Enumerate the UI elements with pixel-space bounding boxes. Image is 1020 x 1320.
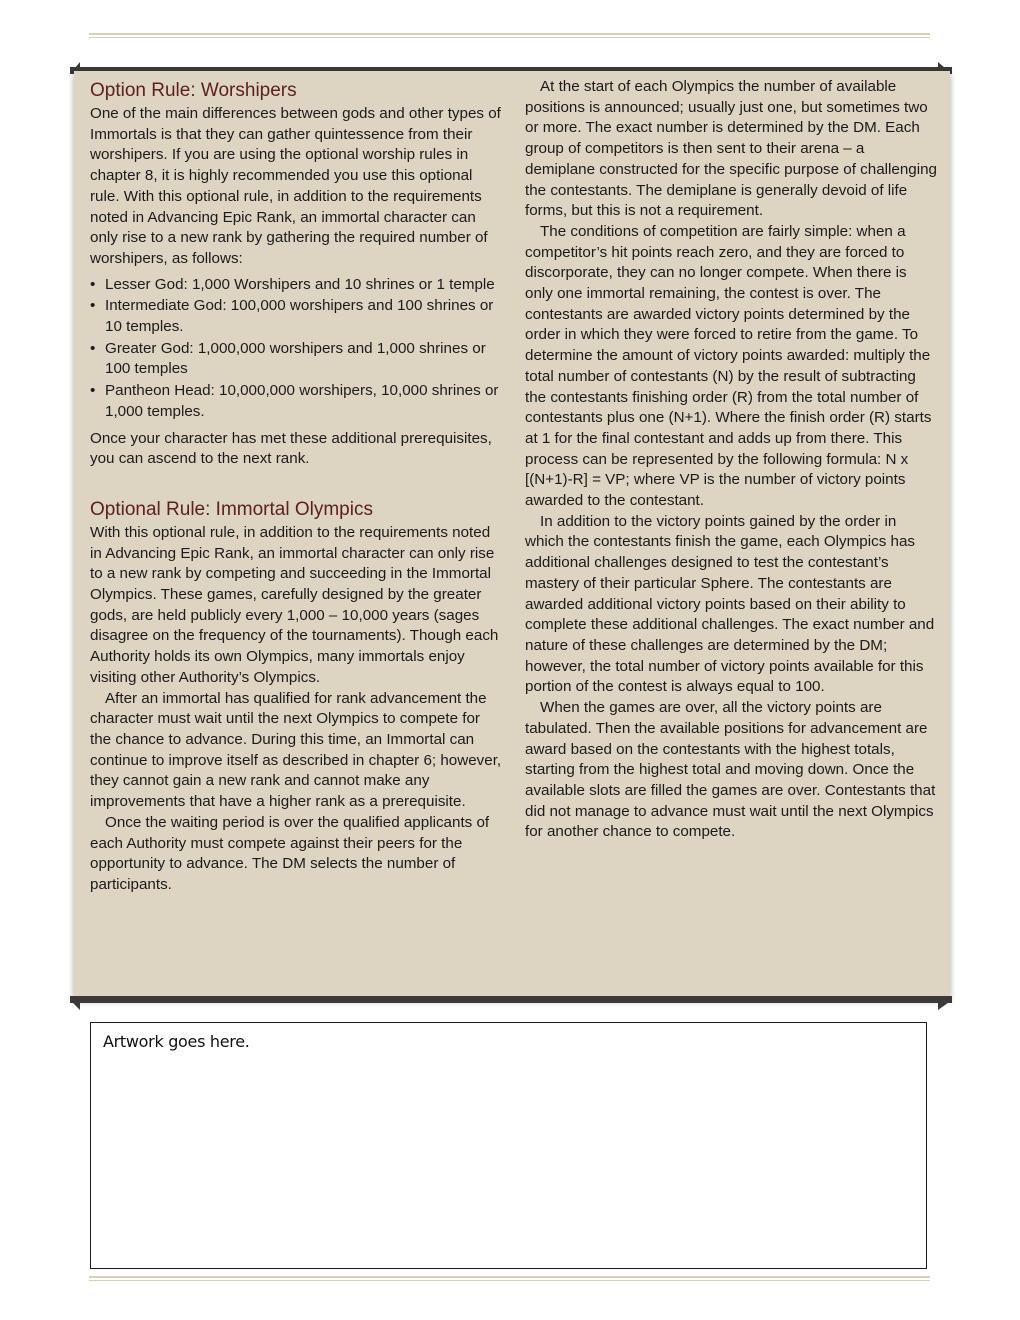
worshipers-outro: Once your character has met these additional prerequisites, you can ascend to the next rank. xyxy=(90,429,492,468)
worshipers-intro: One of the main differences between gods and other types of Immortals is that they can gather quintessence from their worshipers. If you are using the optional worship rules in chapter 8, it is highly recommended you use this optional rule. With this optional rule, in addition to the requirements noted in Advancing Epic Rank, an immortal character can only rise to a new rank by gathering the required number of worshipers, as follows: xyxy=(90,105,501,267)
bottom-divider-rule xyxy=(89,1276,930,1281)
sidebar-panel xyxy=(70,62,952,1010)
olympics-paragraph-6: In addition to the victory points gained by the order in which the contestants finish the game, each Olympics has additional challenges designed to test the contestant’s mastery of their particular Sphere. The contestants are awarded additional victory points based on their ability to complete these additional challenges. The exact number and nature of these challenges are determined by the DM; however, the total number of victory points available for this portion of the contest is always equal to 100. xyxy=(525,512,935,696)
artwork-label: Artwork goes here. xyxy=(103,1032,250,1051)
list-item: • Intermediate God: 100,000 worshipers and 100 shrines or 10 temples. xyxy=(90,296,502,337)
list-item: • Greater God: 1,000,000 worshipers and 1,000 shrines or 100 temples xyxy=(90,339,502,380)
olympics-paragraph-1: With this optional rule, in addition to the requirements noted in Advancing Epic Rank, an immortal character can only rise to a new rank by competing and succeeding in the Immortal Olympics. These games, carefully designed by the greater gods, are held publicly every 1,000 – 10,000 years (sages disagree on the frequency of the tournaments). Though each Authority holds its own Olympics, many immortals enjoy visiting other Authority’s Olympics. xyxy=(90,523,499,686)
panel-body xyxy=(74,71,950,999)
olympics-paragraph-4: At the start of each Olympics the number of available positions is announced; usually just one, but sometimes two or more. The exact number is determined by the DM. Each group of competitors is then sent to their arena – a demiplane constructed for the specific purpose of challenging the contestants. The demiplane is generally devoid of life forms, but this is not a requirement. xyxy=(525,78,937,220)
artwork-placeholder xyxy=(90,1022,927,1269)
panel-corner-bottom-right xyxy=(938,1000,952,1010)
olympics-paragraph-3: Once the waiting period is over the qualified applicants of each Authority must compete against their peers for the opportunity to advance. The DM selects the number of participants. xyxy=(90,813,490,893)
worshipers-heading: Option Rule: Worshipers xyxy=(90,80,297,101)
panel-corner-bottom-left xyxy=(70,1000,80,1010)
right-column xyxy=(525,77,937,843)
top-divider-rule xyxy=(89,33,930,38)
olympics-paragraph-7: When the games are over, all the victory points are tabulated. Then the available positions for advancement are award based on the contestants with the highest totals, starting from the highest total and moving down. Once the available slots are filled the games are over. Contestants that did not manage to advance must wait until the next Olympics for another chance to compete. xyxy=(525,699,936,841)
olympics-paragraph-2: After an immortal has qualified for rank advancement the character must wait until the next Olympics to compete for the chance to advance. During this time, an Immortal can continue to improve itself as described in chapter 6; however, they cannot gain a new rank and cannot make any improvements that have a higher rank as a prerequisite. xyxy=(90,689,502,811)
olympics-paragraph-5: The conditions of competition are fairly simple: when a competitor’s hit points reach zero, and they are forced to discorporate, they can no longer compete. When there is only one immortal remaining, the contest is over. The contestants are awarded victory points determined by the order in which they were forced to retire from the game. To determine the amount of victory points awarded: multiply the total number of contestants (N) by the result of subtracting the contestants finishing order (R) from the total number of contestants plus one (N+1). Where the finish order (R) starts at 1 for the final contestant and adds up from there. This process can be represented by the following formula: N x [(N+1)-R] = VP; where VP is the number of victory points awarded to the contestant. xyxy=(525,222,932,510)
rank-requirements-list xyxy=(90,275,502,423)
left-column xyxy=(90,78,502,896)
panel-bottom-bar xyxy=(70,996,952,1003)
list-item: • Pantheon Head: 10,000,000 worshipers, 10,000 shrines or 1,000 temples. xyxy=(90,381,502,422)
olympics-heading: Optional Rule: Immortal Olympics xyxy=(90,498,373,520)
list-item: • Lesser God: 1,000 Worshipers and 10 shrines or 1 temple xyxy=(90,275,502,296)
